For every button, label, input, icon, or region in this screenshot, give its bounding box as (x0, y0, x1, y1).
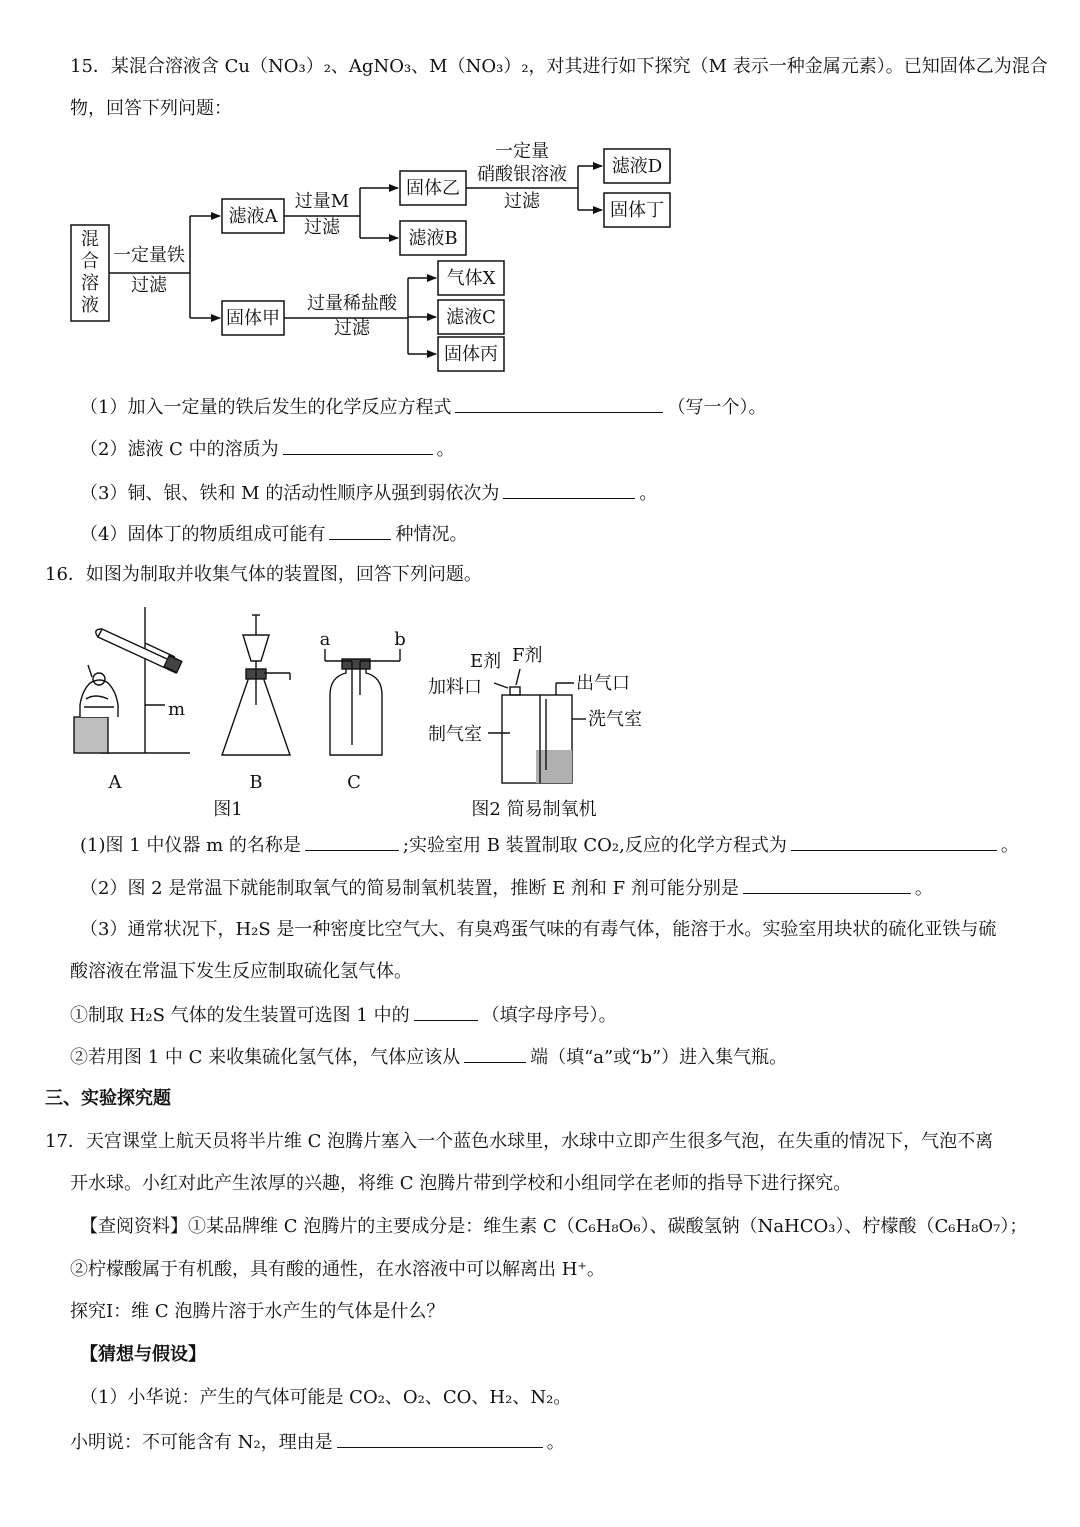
q15-sub2-text: （2）滤液 C 中的溶质为 (80, 439, 279, 460)
q17-info1 (80, 1215, 1050, 1239)
flow-arrow1-top: 一定量铁 (113, 245, 185, 266)
flow-arrowM-bottom: 过滤 (304, 217, 340, 238)
fig-label-b: B (249, 772, 263, 793)
fig1-caption: 图1 (213, 799, 243, 820)
flow-agno3-line3: 过滤 (504, 191, 540, 212)
q15-stem-line2 (70, 97, 1050, 121)
flow-solid-b: 固体乙 (406, 178, 460, 199)
q16-sub1 (80, 832, 1050, 858)
q16-sub1-text-a: (1)图 1 中仪器 m 的名称是 (80, 835, 301, 856)
q15-sub2 (80, 436, 1050, 462)
fig-inlet: 加料口 (428, 677, 482, 698)
fig-wash: 洗气室 (588, 709, 642, 730)
fig-agent-f: F剂 (512, 645, 543, 666)
fig-label-a: A (108, 772, 122, 793)
flow-filtrate-b: 滤液B (408, 228, 458, 249)
q15-sub1-text: （1）加入一定量的铁后发生的化学反应方程式 (80, 397, 452, 418)
q17-number: 17． (45, 1131, 86, 1152)
q15-sub3 (80, 480, 1050, 506)
q15-sub3-blank[interactable] (503, 480, 635, 499)
q17-stem-line2 (70, 1172, 1050, 1196)
q15-sub2-tail: 。 (436, 439, 455, 460)
q16-stem (45, 563, 1050, 587)
q17-hyp1 (80, 1386, 1050, 1410)
q17-stem-line1 (45, 1130, 1050, 1154)
q15-number: 15． (70, 56, 111, 77)
q16-sub1-blank2[interactable] (791, 832, 997, 851)
q15-sub1 (80, 394, 1050, 420)
fig-label-m: m (168, 699, 186, 720)
fig-agent-e: E剂 (470, 651, 502, 672)
fig-port-b: b (394, 629, 406, 650)
q16-sub3-ii-blank[interactable] (464, 1044, 526, 1063)
q17-info2 (70, 1258, 1050, 1282)
fig-outlet: 出气口 (576, 673, 630, 694)
q15-sub3-text: （3）铜、银、铁和 M 的活动性顺序从强到弱依次为 (80, 483, 500, 504)
q17-hypothesis-text: 【猜想与假设】 (80, 1344, 206, 1365)
q15-sub4-text: （4）固体丁的物质组成可能有 (80, 524, 326, 545)
q17-hyp2-blank[interactable] (337, 1429, 543, 1448)
section-3-heading: 三、实验探究题 (45, 1088, 171, 1109)
q16-sub3-i-text: ①制取 H₂S 气体的发生装置可选图 1 中的 (70, 1005, 410, 1026)
q15-sub1-blank[interactable] (455, 394, 663, 413)
fig-port-a: a (319, 629, 331, 650)
q17-stem-text1: 天宫课堂上航天员将半片维 C 泡腾片塞入一个蓝色水球里，水球中立即产生很多气泡，在失重的情况下，气泡不离 (85, 1131, 994, 1152)
q16-sub2-tail: 。 (914, 878, 933, 899)
q17-hyp2-tail: 。 (546, 1432, 565, 1453)
q15-sub1-tail: （写一个）。 (667, 397, 767, 418)
q16-sub3-i-blank[interactable] (414, 1002, 478, 1021)
q16-apparatus-figure (0, 595, 1080, 825)
q16-number: 16． (45, 564, 86, 585)
fig2-caption: 图2 简易制氧机 (471, 799, 597, 820)
flow-start-char4: 液 (81, 295, 99, 316)
q17-info2-text: ②柠檬酸属于有机酸，具有酸的通性，在水溶液中可以解离出 H⁺。 (70, 1259, 605, 1280)
q16-sub3-ii-tail: 端（填“a”或“b”）进入集气瓶。 (530, 1047, 788, 1068)
flow-hcl-top: 过量稀盐酸 (307, 293, 397, 314)
q16-sub2 (80, 875, 1050, 901)
q16-sub1-text-b: ;实验室用 B 装置制取 CO₂,反应的化学方程式为 (402, 835, 787, 856)
flow-gas-x: 气体X (446, 268, 496, 289)
flow-filtrate-a: 滤液A (228, 206, 278, 227)
q15-sub3-tail: 。 (639, 483, 658, 504)
q16-sub1-blank1[interactable] (305, 832, 399, 851)
q17-stem-text2: 开水球。小红对此产生浓厚的兴趣，将维 C 泡腾片带到学校和小组同学在老师的指导下进行探究。 (70, 1173, 852, 1194)
q15-stem-line1 (70, 55, 1050, 79)
q17-hyp2-text: 小明说：不可能含有 N₂，理由是 (70, 1432, 333, 1453)
flow-solid-d: 固体丁 (610, 200, 664, 221)
flow-arrow1-bottom: 过滤 (131, 275, 167, 296)
q17-hyp2 (70, 1429, 1050, 1455)
fig-label-c: C (347, 772, 361, 793)
q16-sub3-ii-text: ②若用图 1 中 C 来收集硫化氢气体，气体应该从 (70, 1047, 461, 1068)
flow-solid-c: 固体丙 (444, 344, 498, 365)
fig-chamber: 制气室 (428, 724, 482, 745)
flow-agno3-line2: 硝酸银溶液 (477, 164, 567, 185)
q17-hypothesis-heading (80, 1343, 1050, 1367)
q16-sub2-text: （2）图 2 是常温下就能制取氧气的简易制氧机装置，推断 E 剂和 F 剂可能分别是 (80, 878, 739, 899)
q16-stem-text: 如图为制取并收集气体的装置图，回答下列问题。 (85, 564, 482, 585)
flow-start-char3: 溶 (81, 273, 99, 294)
flow-arrowM-top: 过量M (294, 191, 350, 212)
q16-sub3-line1 (80, 918, 1050, 942)
flow-agno3-line1: 一定量 (495, 141, 549, 162)
q17-hyp1-text: （1）小华说：产生的气体可能是 CO₂、O₂、CO、H₂、N₂。 (80, 1387, 572, 1408)
flow-start-char1: 混 (81, 229, 99, 250)
q15-sub4-tail: 种情况。 (395, 524, 468, 545)
flow-solid-a: 固体甲 (226, 308, 280, 329)
q16-sub3-ii (70, 1044, 1050, 1070)
flow-filtrate-c: 滤液C (446, 307, 496, 328)
flow-start-char2: 合 (81, 251, 99, 272)
q15-sub4-blank[interactable] (329, 521, 391, 540)
q16-sub3-text1: （3）通常状况下，H₂S 是一种密度比空气大、有臭鸡蛋气味的有毒气体，能溶于水。实验室用块状的硫化亚铁与硫 (80, 919, 997, 940)
q15-sub2-blank[interactable] (283, 436, 433, 455)
q16-sub1-tail: 。 (1000, 835, 1019, 856)
q16-sub3-i-tail: （填字母序号）。 (481, 1005, 617, 1026)
q16-sub3-i (70, 1002, 1050, 1028)
q17-info1-text: 【查阅资料】①某品牌维 C 泡腾片的主要成分是：维生素 C（C₆H₈O₆）、碳酸氢钠（NaHCO₃）、柠檬酸（C₆H₈O₇）； (80, 1216, 1028, 1237)
flow-hcl-bottom: 过滤 (334, 318, 370, 339)
q16-sub3-text2: 酸溶液在常温下发生反应制取硫化氢气体。 (70, 961, 412, 982)
q17-explore1-text: 探究Ⅰ：维 C 泡腾片溶于水产生的气体是什么？ (70, 1301, 445, 1322)
q16-sub3-line2 (70, 960, 1050, 984)
q17-explore1 (70, 1300, 1050, 1324)
q15-flowchart (0, 135, 1080, 380)
q15-stem-text2: 物，回答下列问题： (70, 98, 232, 119)
flow-filtrate-d: 滤液D (611, 156, 663, 177)
q16-sub2-blank[interactable] (743, 875, 911, 894)
q15-stem-text1: 某混合溶液含 Cu（NO₃）₂、AgNO₃、M（NO₃）₂，对其进行如下探究（M 表示一种金属元素）。已知固体乙为混合 (110, 56, 1048, 77)
q15-sub4 (80, 521, 1050, 547)
